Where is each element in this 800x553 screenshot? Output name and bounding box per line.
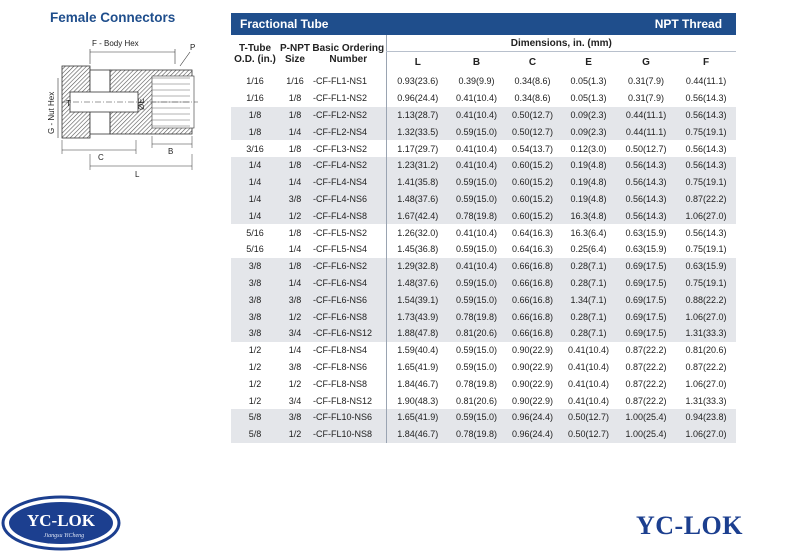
table-cell: 1/4 — [288, 345, 302, 356]
table-cell: 0.90(22.9) — [512, 361, 554, 372]
table-cell: 1.65(41.9) — [386, 359, 449, 376]
table-cell: 0.56(14.3) — [616, 207, 676, 224]
table-cell: -CF-FL6-NS2 — [311, 258, 386, 275]
table-cell: 0.96(24.4) — [504, 409, 561, 426]
table-cell: 0.63(15.9) — [676, 258, 736, 275]
col-header-tube-od: T-Tube O.D. (in.) — [234, 43, 276, 65]
col-header-dim: C — [528, 57, 537, 68]
label-t: T — [66, 99, 71, 108]
table-cell: 1.17(29.7) — [386, 140, 449, 157]
table-cell: 3/8 — [231, 258, 279, 275]
col-header-ordering: Basic Ordering Number — [312, 43, 385, 65]
table-row — [231, 258, 736, 275]
table-cell: 1.34(7.1) — [561, 291, 616, 308]
table-cell: 0.28(7.1) — [561, 275, 616, 292]
label-body-hex: F - Body Hex — [92, 39, 139, 48]
brand-wordmark: YC-LOK — [636, 511, 743, 540]
table-cell: 0.19(4.8) — [561, 174, 616, 191]
table-cell: 0.39(9.9) — [458, 76, 495, 87]
table-cell: 3/8 — [231, 291, 279, 308]
table-cell: 0.66(16.8) — [504, 275, 561, 292]
table-cell: 0.50(12.7) — [561, 409, 616, 426]
table-cell: 0.78(19.8) — [455, 378, 498, 389]
table-row — [231, 409, 736, 426]
table-cell: 0.19(4.8) — [561, 157, 616, 174]
table-cell: 3/16 — [246, 143, 264, 154]
table-cell: 1/8 — [279, 258, 311, 275]
table-cell: -CF-FL4-NS4 — [311, 174, 386, 191]
table-cell: 0.34(8.6) — [514, 93, 551, 104]
table-cell: 0.90(22.9) — [512, 395, 554, 406]
table-cell: 0.87(22.2) — [676, 191, 736, 208]
table-cell: 1.06(27.0) — [676, 207, 736, 224]
table-cell: 0.69(17.5) — [616, 291, 676, 308]
table-cell: 0.94(23.8) — [676, 409, 736, 426]
company-logo — [0, 493, 122, 551]
table-cell: 0.87(22.2) — [625, 345, 667, 356]
table-cell: 0.54(13.7) — [512, 143, 554, 154]
col-header-dim: E — [585, 57, 592, 68]
table-cell: 0.75(19.1) — [685, 244, 727, 255]
table-cell: 0.41(10.4) — [568, 361, 610, 372]
table-cell: 1.31(33.3) — [685, 395, 727, 406]
table-cell: 0.90(22.9) — [512, 345, 554, 356]
table-cell: 0.90(22.9) — [512, 378, 554, 389]
table-cell: 1/4 — [231, 174, 279, 191]
table-cell: 1.54(39.1) — [386, 291, 449, 308]
table-cell: 0.59(15.0) — [455, 244, 498, 255]
table-cell: 0.59(15.0) — [449, 191, 504, 208]
table-cell: 0.66(16.8) — [504, 308, 561, 325]
table-cell: 1.65(41.9) — [386, 409, 449, 426]
table-cell: 0.64(16.3) — [512, 244, 554, 255]
table-row — [231, 291, 736, 308]
label-nut-hex: G - Nut Hex — [47, 91, 56, 134]
table-cell: 0.59(15.0) — [449, 291, 504, 308]
table-cell: 0.87(22.2) — [625, 378, 667, 389]
col-header-dim: B — [472, 57, 481, 68]
table-cell: 0.75(19.1) — [676, 275, 736, 292]
table-cell: -CF-FL6-NS12 — [311, 325, 386, 342]
label-p: P — [190, 43, 196, 52]
table-row — [231, 140, 736, 157]
table-cell: 0.41(10.4) — [449, 157, 504, 174]
table-cell: 3/8 — [231, 308, 279, 325]
table-cell: 1/8 — [231, 107, 279, 124]
table-cell: 0.78(19.8) — [449, 308, 504, 325]
table-cell: -CF-FL8-NS4 — [313, 345, 368, 356]
table-cell: -CF-FL5-NS2 — [313, 227, 368, 238]
table-cell: 1/8 — [279, 157, 311, 174]
table-cell: 0.12(3.0) — [570, 143, 607, 154]
table-cell: 1/2 — [248, 378, 262, 389]
table-cell: 0.96(24.4) — [504, 426, 561, 443]
table-cell: 0.60(15.2) — [504, 174, 561, 191]
table-cell: 1.41(35.8) — [386, 174, 449, 191]
table-cell: 3/4 — [288, 395, 302, 406]
table-row — [231, 157, 736, 174]
table-cell: 1.48(37.6) — [386, 275, 449, 292]
table-cell: 1.00(25.4) — [616, 409, 676, 426]
table-cell: 0.81(20.6) — [685, 345, 727, 356]
table-cell: 0.56(14.3) — [676, 157, 736, 174]
table-cell: 0.28(7.1) — [561, 308, 616, 325]
table-cell: 5/16 — [246, 227, 264, 238]
table-cell: 16.3(4.8) — [561, 207, 616, 224]
table-cell: 0.34(8.6) — [514, 76, 551, 87]
table-cell: 0.44(11.1) — [616, 123, 676, 140]
table-cell: 3/8 — [279, 191, 311, 208]
table-cell: 1/16 — [246, 76, 264, 87]
table-cell: -CF-FL2-NS2 — [311, 107, 386, 124]
table-cell: 0.63(15.9) — [625, 227, 667, 238]
table-row — [231, 241, 736, 258]
table-cell: -CF-FL2-NS4 — [311, 123, 386, 140]
table-cell: 0.59(15.0) — [455, 345, 498, 356]
table-cell: -CF-FL1-NS1 — [313, 76, 368, 87]
table-cell: 0.41(10.4) — [568, 378, 610, 389]
col-header-dimensions: Dimensions, in. (mm) — [386, 35, 736, 52]
table-cell: 1.06(27.0) — [676, 308, 736, 325]
table-cell: 0.50(12.7) — [561, 426, 616, 443]
table-cell: 0.41(10.4) — [449, 107, 504, 124]
table-row — [231, 224, 736, 241]
table-cell: 0.41(10.4) — [449, 258, 504, 275]
label-b: B — [168, 147, 174, 156]
table-cell: 1/4 — [231, 157, 279, 174]
table-cell: 3/8 — [231, 325, 279, 342]
table-row — [231, 123, 736, 140]
table-cell: -CF-FL5-NS4 — [313, 244, 368, 255]
table-cell: -CF-FL10-NS8 — [311, 426, 386, 443]
dimension-table — [231, 13, 736, 443]
table-cell: 0.96(24.4) — [386, 90, 449, 107]
table-cell: 0.60(15.2) — [504, 157, 561, 174]
table-cell: 0.69(17.5) — [616, 325, 676, 342]
label-c: C — [98, 153, 104, 162]
table-cell: -CF-FL8-NS6 — [313, 361, 368, 372]
table-cell: 1/2 — [279, 308, 311, 325]
table-cell: 1/2 — [248, 361, 262, 372]
table-cell: 0.41(10.4) — [568, 395, 610, 406]
table-cell: 0.56(14.3) — [616, 174, 676, 191]
table-cell: 0.66(16.8) — [504, 325, 561, 342]
table-cell: 0.41(10.4) — [455, 143, 498, 154]
table-cell: 1/4 — [279, 123, 311, 140]
table-cell: 0.50(12.7) — [504, 123, 561, 140]
table-cell: 1.59(40.4) — [386, 342, 449, 359]
table-cell: 1/4 — [231, 207, 279, 224]
logo-subtext: Jiangsu YiCheng — [43, 533, 85, 539]
table-cell: 3/8 — [279, 409, 311, 426]
table-cell: 0.87(22.2) — [685, 361, 727, 372]
table-row — [231, 375, 736, 392]
table-cell: 0.66(16.8) — [504, 291, 561, 308]
table-cell: 0.50(12.7) — [504, 107, 561, 124]
table-cell: -CF-FL6-NS4 — [311, 275, 386, 292]
logo-text: YC-LOK — [27, 511, 95, 530]
table-cell: 0.87(22.2) — [625, 395, 667, 406]
table-cell: 0.64(16.3) — [512, 227, 554, 238]
table-cell: 0.41(10.4) — [568, 345, 610, 356]
table-cell: 1/4 — [288, 244, 302, 255]
table-cell: 3/8 — [288, 361, 302, 372]
table-cell: 1.88(47.8) — [386, 325, 449, 342]
table-cell: 0.44(11.1) — [616, 107, 676, 124]
table-row — [231, 392, 736, 409]
table-cell: 0.41(10.4) — [455, 227, 498, 238]
table-row — [231, 426, 736, 443]
table-cell: 0.59(15.0) — [449, 275, 504, 292]
label-l: L — [135, 170, 140, 179]
table-cell: 5/16 — [246, 244, 264, 255]
table-cell: 0.69(17.5) — [616, 275, 676, 292]
table-cell: 5/8 — [231, 426, 279, 443]
table-cell: 0.88(22.2) — [676, 291, 736, 308]
table-cell: 1/4 — [279, 174, 311, 191]
table-cell: 0.81(20.6) — [455, 395, 498, 406]
table-cell: -CF-FL6-NS8 — [311, 308, 386, 325]
table-cell: 0.19(4.8) — [561, 191, 616, 208]
table-cell: 0.78(19.8) — [449, 207, 504, 224]
table-cell: 0.28(7.1) — [561, 325, 616, 342]
table-cell: 0.31(7.9) — [628, 93, 665, 104]
table-cell: 0.75(19.1) — [676, 174, 736, 191]
table-cell: 1.73(43.9) — [386, 308, 449, 325]
table-row — [231, 275, 736, 292]
table-cell: 1/8 — [231, 123, 279, 140]
table-cell: 0.09(2.3) — [561, 107, 616, 124]
table-cell: 1.00(25.4) — [616, 426, 676, 443]
table-cell: 1/2 — [288, 378, 302, 389]
table-cell: 0.25(6.4) — [570, 244, 607, 255]
table-cell: 1.84(46.7) — [386, 426, 449, 443]
table-cell: 0.60(15.2) — [504, 191, 561, 208]
table-cell: 1/8 — [288, 227, 302, 238]
table-cell: -CF-FL4-NS2 — [311, 157, 386, 174]
table-cell: 1/4 — [279, 275, 311, 292]
table-row — [231, 342, 736, 359]
table-cell: -CF-FL4-NS8 — [311, 207, 386, 224]
table-cell: 0.93(23.6) — [386, 73, 449, 90]
table-cell: 0.05(1.3) — [570, 76, 607, 87]
table-cell: 1/16 — [246, 93, 264, 104]
table-cell: 0.78(19.8) — [449, 426, 504, 443]
table-cell: 3/8 — [231, 275, 279, 292]
table-cell: 0.56(14.3) — [685, 227, 727, 238]
table-cell: 0.50(12.7) — [625, 143, 667, 154]
table-cell: 0.56(14.3) — [685, 93, 727, 104]
table-cell: 0.81(20.6) — [449, 325, 504, 342]
table-cell: -CF-FL1-NS2 — [313, 93, 368, 104]
col-header-dim: F — [703, 57, 710, 68]
table-row — [231, 107, 736, 124]
table-cell: 0.59(15.0) — [455, 361, 498, 372]
table-cell: 5/8 — [231, 409, 279, 426]
table-cell: 1.23(31.2) — [386, 157, 449, 174]
table-cell: 1/2 — [248, 345, 262, 356]
table-title: Fractional Tube — [231, 13, 561, 35]
table-cell: 1/8 — [288, 143, 302, 154]
table-cell: -CF-FL8-NS12 — [313, 395, 373, 406]
table-cell: 1.90(48.3) — [386, 392, 449, 409]
table-row — [231, 191, 736, 208]
table-row — [231, 325, 736, 342]
table-cell: 1.29(32.8) — [386, 258, 449, 275]
table-cell: 0.56(14.3) — [676, 107, 736, 124]
table-cell: 3/4 — [279, 325, 311, 342]
col-header-dim: G — [642, 57, 650, 68]
col-header-dim: L — [386, 52, 449, 74]
table-cell: 0.31(7.9) — [628, 76, 665, 87]
table-cell: 0.59(15.0) — [449, 409, 504, 426]
table-row — [231, 308, 736, 325]
table-cell: 0.09(2.3) — [561, 123, 616, 140]
table-row — [231, 73, 736, 90]
table-cell: 1.06(27.0) — [685, 378, 727, 389]
table-cell: 1/2 — [248, 395, 262, 406]
table-cell: 1.26(32.0) — [386, 224, 449, 241]
table-cell: 0.69(17.5) — [616, 308, 676, 325]
table-row — [231, 90, 736, 107]
table-cell: -CF-FL3-NS2 — [313, 143, 368, 154]
table-cell: 1.67(42.4) — [386, 207, 449, 224]
table-cell: 1/8 — [279, 107, 311, 124]
table-cell: 1/2 — [279, 426, 311, 443]
table-cell: 0.56(14.3) — [685, 143, 727, 154]
table-cell: -CF-FL4-NS6 — [311, 191, 386, 208]
table-cell: 0.75(19.1) — [676, 123, 736, 140]
table-cell: 1.45(36.8) — [386, 241, 449, 258]
table-cell: 1.06(27.0) — [676, 426, 736, 443]
table-cell: 1.31(33.3) — [676, 325, 736, 342]
table-cell: 0.41(10.4) — [455, 93, 498, 104]
table-cell: 0.44(11.1) — [685, 76, 727, 87]
label-e: ØE — [137, 98, 146, 110]
table-cell: 1.48(37.6) — [386, 191, 449, 208]
table-cell: 1.84(46.7) — [386, 375, 449, 392]
table-cell: 0.87(22.2) — [625, 361, 667, 372]
table-row — [231, 207, 736, 224]
table-cell: 1/2 — [279, 207, 311, 224]
table-cell: 0.63(15.9) — [625, 244, 667, 255]
table-row — [231, 359, 736, 376]
table-cell: 0.28(7.1) — [561, 258, 616, 275]
table-cell: 16.3(6.4) — [570, 227, 607, 238]
table-cell: 0.59(15.0) — [449, 123, 504, 140]
table-cell: 0.56(14.3) — [616, 191, 676, 208]
connector-drawing — [40, 36, 220, 186]
table-cell: 0.56(14.3) — [616, 157, 676, 174]
table-cell: 1/16 — [286, 76, 304, 87]
table-cell: 3/8 — [279, 291, 311, 308]
table-cell: 0.59(15.0) — [449, 174, 504, 191]
table-row — [231, 174, 736, 191]
table-cell: -CF-FL6-NS6 — [311, 291, 386, 308]
table-cell: -CF-FL8-NS8 — [313, 378, 368, 389]
table-cell: 1.13(28.7) — [386, 107, 449, 124]
table-cell: 1.32(33.5) — [386, 123, 449, 140]
table-cell: 1/8 — [288, 93, 302, 104]
thread-type: NPT Thread — [561, 13, 736, 35]
col-header-npt-size: P-NPT Size — [280, 43, 310, 65]
table-cell: 1/4 — [231, 191, 279, 208]
page-title: Female Connectors — [50, 10, 176, 25]
table-cell: 0.05(1.3) — [570, 93, 607, 104]
table-cell: 0.69(17.5) — [616, 258, 676, 275]
table-cell: 0.60(15.2) — [504, 207, 561, 224]
table-cell: 0.66(16.8) — [504, 258, 561, 275]
table-cell: -CF-FL10-NS6 — [311, 409, 386, 426]
